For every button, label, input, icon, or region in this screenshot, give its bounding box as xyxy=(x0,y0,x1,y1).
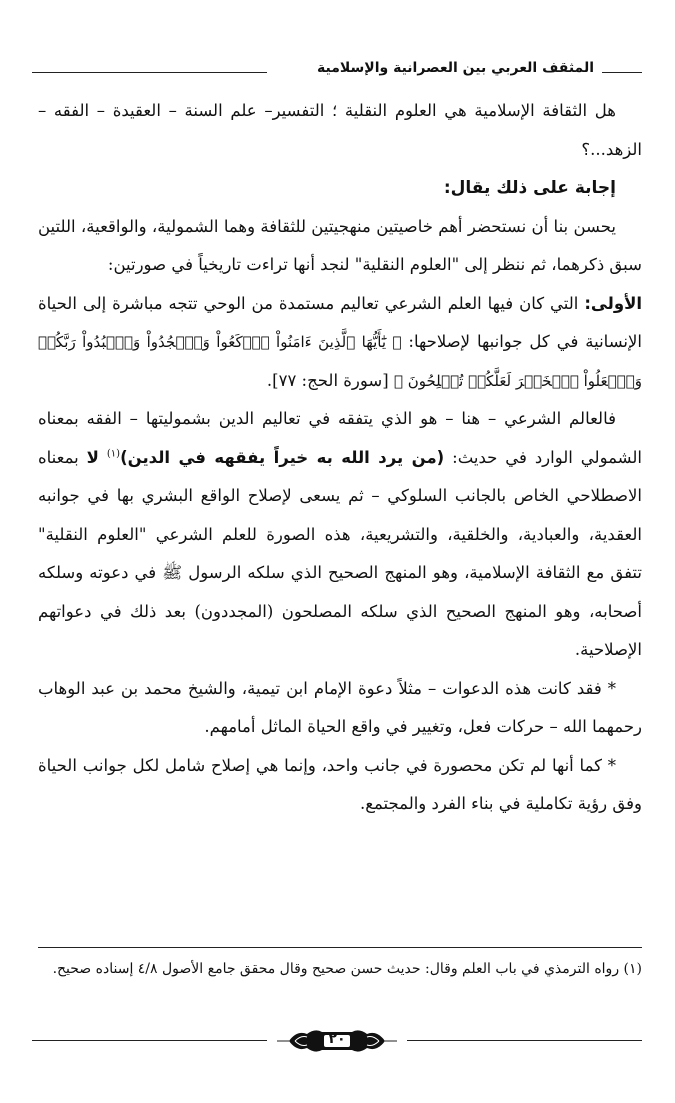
scholar-text-part2: بمعناه الاصطلاحي الخاص بالجانب السلوكي – ثم يسعى لإصلاح الواقع البشري بها في جوانبه العقدية، والعبادية، والخلقية، والتشريعية، هذه الصورة للعلم الشرعي "العلوم النقلية" تتفق مع الثقافة الإسلامية، وهو المنهج الصحيح الذي سلكه الرسول ﷺ في دعوته وسلكه أصحابه، وهو المنهج الصحيح الذي سلكه المصلحون (المجددون) بعد ذلك في دعواتهم الإصلاحية. xyxy=(38,447,642,659)
hadith-quote: (من يرد الله به خيراً يفقهه في الدين) xyxy=(120,447,445,467)
header-rule-right xyxy=(602,72,642,73)
bullet-comprehensive-reform: * كما أنها لم تكن محصورة في جانب واحد، وإنما هي إصلاح شامل لكل جوانب الحياة وفق رؤية تكاملية في بناء الفرد والمجتمع. xyxy=(38,755,642,813)
answer-heading: إجابة على ذلك يقال: xyxy=(443,178,616,198)
running-header xyxy=(32,52,642,80)
page-footer xyxy=(32,1018,642,1058)
header-rule-left xyxy=(32,72,267,73)
paragraph-first-form xyxy=(38,285,642,401)
bullet-reform-movements: * فقد كانت هذه الدعوات – مثلاً دعوة الإمام ابن تيمية، والشيخ محمد بن عبد الوهاب رحمهما الله – حركات فعل، وتغيير في واقع الحياة الماثل أمامهم. xyxy=(38,678,642,736)
footnote-text: (١) رواه الترمذي في باب العلم وقال: حديث حسن صحيح وقال محقق جامع الأصول ٤/٨ إسناده صحيح. xyxy=(52,961,642,977)
quran-verse: ﴿ يَٰٓأَيُّهَا ٱلَّذِينَ ءَامَنُواْ ٱرۡكَعُواْ وَٱسۡجُدُواْ وَٱعۡبُدُواْ رَبَّكُمۡ وَٱفۡعَلُواْ ٱلۡخَيۡرَ لَعَلَّكُمۡ تُفۡلِحُونَ ﴾ xyxy=(38,333,642,390)
quran-reference: [سورة الحج: ٧٧]. xyxy=(266,370,389,390)
la-word: لا xyxy=(86,447,99,467)
footnote-marker: (١) xyxy=(106,448,121,459)
paragraph-two-forms: يحسن بنا أن نستحضر أهم خاصيتين منهجيتين للثقافة وهما الشمولية، والواقعية، اللتين سبق ذكرهما، ثم ننظر إلى "العلوم النقلية" لنجد أنها تراءت تاريخياً في صورتين: xyxy=(38,216,642,274)
body-text xyxy=(38,92,642,824)
footnote-divider xyxy=(38,947,642,948)
footer-line-right xyxy=(407,1040,642,1041)
footer-line-left xyxy=(32,1040,267,1041)
first-form-text: التي كان فيها العلم الشرعي تعاليم مستمدة من الوحي تتجه مباشرة إلى الحياة الإنسانية في كل جوانبها لإصلاحها: xyxy=(38,293,642,351)
scholar-text-part1: فالعالم الشرعي – هنا – هو الذي يتفقه في تعاليم الدين بشموليتها – الفقه بمعناه الشمولي الوارد في حديث: xyxy=(38,409,642,467)
first-form-label: الأولى: xyxy=(584,293,643,313)
paragraph-scholar xyxy=(38,400,642,670)
running-header-title: المثقف العربي بين العصرانية والإسلامية xyxy=(317,60,594,76)
question-paragraph: هل الثقافة الإسلامية هي العلوم النقلية ؛ التفسير– علم السنة – العقيدة – الفقه – الزهد...؟ xyxy=(38,101,642,159)
page-number: ٢٠ xyxy=(328,1031,346,1047)
